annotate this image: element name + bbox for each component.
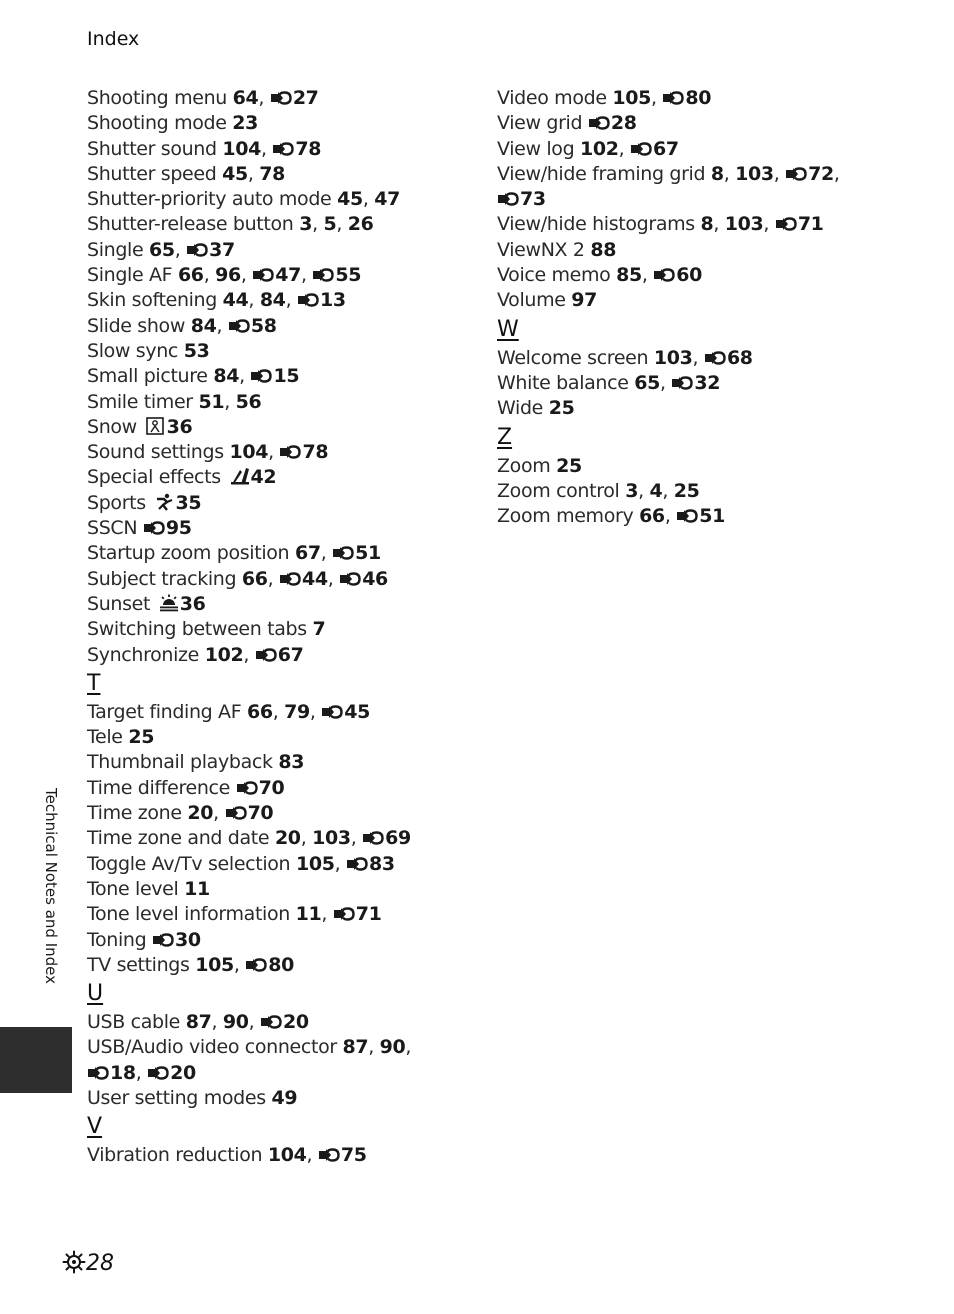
page-link[interactable]: 56	[235, 390, 262, 413]
index-entry: Single AF 66, 96, 47, 55	[87, 264, 362, 287]
reference-section-icon	[272, 142, 294, 156]
index-entry: USB/Audio video connector 87, 90, 18, 20	[87, 1036, 412, 1084]
index-entry	[497, 111, 937, 136]
reference-section-icon	[228, 319, 250, 333]
page-link[interactable]: 84	[213, 365, 240, 388]
reference-page-link[interactable]	[147, 1062, 196, 1084]
page-link[interactable]: 79	[284, 700, 310, 723]
reference-page-link[interactable]	[87, 1062, 136, 1084]
page-link[interactable]: 51	[198, 390, 225, 413]
reference-section-icon	[87, 1066, 109, 1080]
reference-page-number: 95	[165, 517, 192, 540]
index-entry: View/hide histograms 8, 103, 71	[497, 213, 824, 236]
index-entry: Zoom memory 66, 51	[497, 505, 725, 528]
index-entry	[87, 516, 482, 541]
page-link[interactable]: 105	[295, 852, 335, 875]
reference-page-number: 30	[175, 928, 201, 951]
index-term: Thumbnail playback	[87, 751, 273, 774]
technical-notes-icon	[62, 1250, 86, 1274]
page-link[interactable]: 4	[649, 479, 663, 502]
reference-page-link[interactable]	[785, 163, 834, 185]
index-column-left	[87, 86, 482, 1169]
reference-page-link[interactable]	[332, 542, 381, 564]
index-entry	[87, 339, 482, 364]
index-term: Toning	[87, 928, 147, 951]
reference-page-number: 44	[302, 567, 328, 590]
reference-section-icon	[270, 91, 292, 105]
page-link[interactable]: 104	[229, 441, 269, 464]
page-link[interactable]: 8	[700, 213, 714, 236]
index-entry	[87, 928, 482, 953]
index-entry	[87, 111, 482, 136]
index-term: View/hide framing grid	[497, 162, 706, 185]
reference-page-number: 20	[283, 1011, 309, 1034]
index-entry: Time zone and date 20, 103, 69	[87, 827, 411, 850]
page-link[interactable]: 105	[612, 87, 651, 109]
page-link[interactable]: 3	[625, 479, 639, 502]
page-link[interactable]: 3	[299, 213, 313, 236]
index-entry: Sound settings 104, 78	[87, 441, 329, 464]
reference-section-icon	[653, 268, 675, 282]
reference-page-number: 51	[699, 505, 725, 528]
reference-page-link[interactable]	[297, 289, 346, 311]
index-term: Shutter-priority auto mode	[87, 188, 332, 211]
reference-section-icon	[312, 268, 334, 282]
index-term: Time zone and date	[87, 827, 270, 850]
index-term: Skin softening	[87, 289, 217, 312]
index-entry: Skin softening 44, 84, 13	[87, 289, 346, 312]
side-tab-marker	[0, 1027, 72, 1093]
index-term: Time difference	[87, 776, 230, 799]
index-term: Special effects	[87, 466, 221, 489]
reference-page-number: 58	[250, 314, 277, 337]
index-entry	[497, 454, 937, 479]
index-entry	[87, 491, 482, 516]
reference-page-link[interactable]	[143, 517, 192, 539]
index-entry	[87, 877, 482, 902]
index-term: Tone level information	[87, 903, 290, 926]
index-term: ViewNX 2	[497, 238, 585, 261]
reference-page-link[interactable]	[333, 903, 382, 925]
page-link[interactable]: 103	[653, 346, 693, 369]
index-section-letter: W	[497, 316, 519, 342]
reference-page-link[interactable]	[318, 1144, 367, 1166]
reference-page-number: 72	[808, 162, 834, 185]
index-entry	[87, 750, 482, 775]
page-link[interactable]: 25	[128, 726, 155, 749]
reference-page-link[interactable]	[497, 188, 546, 210]
index-entry: Toggle Av/Tv selection 105, 83	[87, 852, 395, 875]
page-link[interactable]: 65	[149, 238, 175, 261]
index-entry: Video mode 105, 80	[497, 87, 712, 109]
reference-section-icon	[250, 369, 272, 383]
index-entry: Shutter speed 45, 78	[87, 162, 286, 185]
reference-page-link[interactable]	[270, 87, 319, 109]
index-section-letter: Z	[497, 424, 513, 450]
index-entry: Shutter-priority auto mode 45, 47	[87, 188, 400, 211]
reference-page-link[interactable]	[152, 929, 201, 951]
reference-page-link[interactable]	[228, 315, 277, 337]
reference-section-icon	[318, 1148, 340, 1162]
reference-page-number: 78	[302, 441, 329, 464]
index-term: Startup zoom position	[87, 542, 290, 565]
index-term: Voice memo	[497, 264, 611, 287]
page-link[interactable]: 20	[187, 802, 214, 825]
page-link[interactable]: 66	[639, 505, 665, 528]
reference-section-icon	[785, 167, 807, 181]
page-link[interactable]: 103	[735, 162, 774, 185]
page-link[interactable]: 84	[259, 289, 286, 312]
reference-section-icon	[704, 351, 726, 365]
index-term: Toggle Av/Tv selection	[87, 852, 291, 875]
reference-page-link[interactable]	[279, 441, 328, 463]
reference-section-icon	[346, 857, 368, 871]
index-entry: Shutter-release button 3, 5, 26	[87, 213, 374, 236]
reference-section-icon	[297, 293, 319, 307]
reference-page-number: 80	[685, 87, 712, 109]
reference-page-number: 60	[676, 264, 703, 287]
reference-page-number: 73	[520, 188, 546, 211]
reference-page-number: 69	[385, 827, 411, 850]
reference-page-number: 83	[368, 852, 395, 875]
reference-page-number: 55	[335, 264, 362, 287]
index-term: Subject tracking	[87, 567, 237, 590]
index-term: Zoom	[497, 454, 551, 477]
page-link[interactable]: 36	[179, 592, 206, 615]
page-link[interactable]: 49	[271, 1086, 298, 1109]
index-entry: Synchronize 102, 67	[87, 643, 304, 666]
reference-page-number: 15	[273, 365, 300, 388]
sports-scene-icon	[155, 493, 173, 511]
index-entry	[497, 238, 937, 263]
reference-page-link[interactable]	[676, 505, 725, 527]
reference-page-number: 67	[277, 643, 304, 666]
index-term: Vibration reduction	[87, 1144, 263, 1167]
reference-section-icon	[279, 572, 301, 586]
reference-page-number: 67	[653, 137, 679, 160]
page-link[interactable]: 102	[580, 137, 619, 160]
page-link[interactable]: 66	[241, 567, 268, 590]
index-entry: Welcome screen 103, 68	[497, 346, 753, 369]
index-entry: Shutter sound 104, 78	[87, 137, 322, 160]
page-link[interactable]: 64	[232, 87, 259, 109]
reference-section-icon	[152, 933, 174, 947]
page-link[interactable]: 66	[247, 700, 273, 723]
reference-section-icon	[321, 705, 343, 719]
page-link[interactable]: 105	[195, 953, 234, 976]
reference-page-number: 37	[209, 238, 235, 261]
reference-section-icon	[630, 142, 652, 156]
index-term: Single	[87, 238, 144, 261]
reference-page-link[interactable]	[704, 347, 753, 369]
page-link[interactable]: 26	[347, 213, 374, 236]
reference-page-link[interactable]	[630, 138, 679, 160]
reference-section-icon	[279, 445, 301, 459]
index-term: Smile timer	[87, 390, 193, 413]
reference-section-icon	[588, 116, 610, 130]
page-number	[62, 1249, 114, 1279]
index-term: USB/Audio video connector	[87, 1036, 337, 1059]
page-link[interactable]: 25	[556, 454, 582, 477]
sunset-scene-icon	[159, 594, 177, 612]
index-entry: Target finding AF 66, 79, 45	[87, 700, 371, 723]
index-section-letter: V	[87, 1114, 103, 1140]
page-link[interactable]: 90	[379, 1036, 406, 1059]
reference-page-number: 18	[110, 1061, 136, 1084]
page-link[interactable]: 53	[183, 339, 210, 362]
reference-section-icon	[147, 1066, 169, 1080]
reference-page-link[interactable]	[252, 264, 301, 286]
index-term: Wide	[497, 397, 543, 420]
reference-page-number: 68	[726, 346, 753, 369]
reference-page-number: 47	[275, 264, 301, 287]
index-term: Time zone	[87, 802, 182, 825]
page-link[interactable]: 78	[259, 162, 286, 185]
reference-page-link[interactable]	[272, 138, 321, 160]
reference-section-icon	[245, 958, 267, 972]
reference-page-link[interactable]	[236, 777, 285, 799]
page-link[interactable]: 90	[222, 1011, 249, 1034]
page-link[interactable]: 25	[673, 479, 700, 502]
index-term: Slow sync	[87, 339, 179, 362]
page-link[interactable]: 87	[342, 1036, 369, 1059]
index-entry: USB cable 87, 90, 20	[87, 1011, 309, 1034]
reference-page-number: 20	[170, 1061, 196, 1084]
page-link[interactable]: 42	[250, 466, 277, 489]
index-term: Snow	[87, 415, 137, 438]
reference-section-icon	[775, 217, 797, 231]
index-term: User setting modes	[87, 1086, 266, 1109]
page-link[interactable]: 84	[190, 314, 217, 337]
page-link[interactable]: 87	[185, 1011, 212, 1034]
page-link[interactable]: 35	[175, 491, 202, 514]
page-link[interactable]: 88	[590, 238, 617, 261]
reference-page-link[interactable]	[588, 112, 637, 134]
reference-page-link[interactable]	[339, 568, 388, 590]
page-link[interactable]: 36	[166, 415, 193, 438]
reference-page-number: 78	[295, 137, 322, 160]
reference-page-number: 71	[797, 213, 824, 236]
index-term: Zoom control	[497, 479, 620, 502]
page-number-value: 28	[86, 1251, 114, 1276]
index-term: Sound settings	[87, 441, 224, 464]
index-entry: Subject tracking 66, 44, 46	[87, 567, 388, 590]
page-link[interactable]: 103	[312, 827, 351, 850]
index-entry: Shooting menu 64, 27	[87, 87, 319, 109]
reference-page-link[interactable]	[245, 954, 294, 976]
index-section-letter: U	[87, 981, 104, 1007]
index-entry: View log 102, 67	[497, 137, 679, 160]
index-term: Target finding AF	[87, 700, 242, 723]
page-link[interactable]: 11	[295, 903, 322, 926]
reference-page-link[interactable]	[671, 372, 720, 394]
reference-section-icon	[186, 243, 208, 257]
side-tab-label: Technical Notes and Index	[42, 788, 60, 985]
index-term: SSCN	[87, 517, 138, 540]
page-link[interactable]: 44	[222, 289, 249, 312]
page-link[interactable]: 25	[548, 397, 575, 420]
reference-page-link[interactable]	[186, 239, 235, 261]
index-term: Sunset	[87, 592, 151, 615]
index-term: Shooting mode	[87, 112, 227, 135]
reference-section-icon	[143, 521, 165, 535]
index-entry: White balance 65, 32	[497, 371, 721, 394]
reference-section-icon	[671, 376, 693, 390]
page-link[interactable]: 83	[278, 751, 305, 774]
index-section-letter: T	[87, 670, 101, 696]
page-header: Index	[87, 28, 140, 50]
index-term: Shutter-release button	[87, 213, 294, 236]
index-entry	[87, 592, 482, 617]
reference-page-link[interactable]	[225, 802, 274, 824]
page-link[interactable]: 11	[184, 877, 210, 900]
index-term: Single AF	[87, 264, 173, 287]
reference-page-number: 45	[344, 700, 371, 723]
page-link[interactable]: 96	[215, 264, 241, 287]
index-entry: Voice memo 85, 60	[497, 264, 703, 287]
index-term: Tone level	[87, 877, 179, 900]
reference-section-icon	[252, 268, 274, 282]
index-entry: Smile timer 51, 56	[87, 390, 262, 413]
reference-page-number: 75	[340, 1144, 367, 1167]
index-term: Shooting menu	[87, 87, 227, 109]
index-term: Synchronize	[87, 643, 199, 666]
index-entry: Tone level information 11, 71	[87, 903, 382, 926]
page-link[interactable]: 66	[177, 264, 204, 287]
reference-section-icon	[662, 91, 684, 105]
reference-page-link[interactable]	[312, 264, 361, 286]
reference-page-number: 80	[268, 953, 295, 976]
page-link[interactable]: 85	[616, 264, 642, 287]
page-link[interactable]: 97	[571, 289, 598, 312]
index-term: USB cable	[87, 1011, 181, 1034]
index-entry: Zoom control 3, 4, 25	[497, 479, 700, 502]
index-entry: Time zone 20, 70	[87, 802, 274, 825]
index-term: Shutter speed	[87, 162, 217, 185]
reference-page-link[interactable]	[255, 644, 304, 666]
snow-scene-icon	[146, 417, 164, 435]
index-term: Shutter sound	[87, 137, 217, 160]
index-term: Sports	[87, 491, 146, 514]
page-link[interactable]: 8	[710, 162, 724, 185]
index-term: View log	[497, 137, 575, 160]
index-term: Switching between tabs	[87, 618, 307, 641]
page-link[interactable]: 7	[312, 618, 326, 641]
reference-page-number: 71	[355, 903, 382, 926]
index-entry: Small picture 84, 15	[87, 365, 300, 388]
page-link[interactable]: 102	[204, 643, 244, 666]
reference-section-icon	[497, 192, 519, 206]
index-entry	[87, 617, 482, 642]
index-entry	[87, 465, 482, 490]
index-term: Welcome screen	[497, 346, 649, 369]
page-link[interactable]: 104	[222, 137, 262, 160]
index-entry	[87, 725, 482, 750]
index-column-right	[497, 86, 937, 529]
special-effects-icon	[230, 467, 248, 485]
index-term: Small picture	[87, 365, 208, 388]
index-entry: Slide show 84, 58	[87, 314, 277, 337]
reference-section-icon	[676, 509, 698, 523]
page-link[interactable]: 23	[232, 112, 259, 135]
reference-section-icon	[225, 806, 247, 820]
index-entry: Startup zoom position 67, 51	[87, 542, 381, 565]
reference-page-link[interactable]	[321, 701, 370, 723]
reference-page-link[interactable]	[279, 568, 328, 590]
index-term: TV settings	[87, 953, 190, 976]
reference-page-link[interactable]	[260, 1011, 309, 1033]
reference-page-link[interactable]	[775, 213, 824, 235]
index-term: White balance	[497, 371, 629, 394]
page-link[interactable]: 103	[724, 213, 764, 236]
reference-page-link[interactable]	[250, 365, 299, 387]
index-term: Volume	[497, 289, 566, 312]
reference-section-icon	[260, 1015, 282, 1029]
reference-section-icon	[332, 546, 354, 560]
page-link[interactable]: 47	[374, 188, 400, 211]
reference-page-number: 70	[247, 802, 274, 825]
index-entry: Single 65, 37	[87, 238, 235, 261]
reference-page-number: 13	[319, 289, 346, 312]
page-link[interactable]: 20	[274, 827, 301, 850]
reference-page-number: 28	[610, 112, 637, 135]
index-term: View grid	[497, 112, 583, 135]
page-link[interactable]: 67	[294, 542, 321, 565]
index-term: Slide show	[87, 314, 186, 337]
index-entry: View/hide framing grid 8, 103, 72, 73	[497, 162, 840, 211]
index-entry	[497, 288, 937, 313]
reference-section-icon	[255, 648, 277, 662]
index-term: Video mode	[497, 87, 607, 109]
reference-section-icon	[339, 572, 361, 586]
index-entry: TV settings 105, 80	[87, 953, 295, 976]
reference-page-number: 51	[355, 542, 381, 565]
reference-page-link[interactable]	[346, 853, 395, 875]
page-link[interactable]: 45	[337, 188, 363, 211]
index-term: Zoom memory	[497, 505, 634, 528]
page-link[interactable]: 65	[634, 371, 660, 394]
reference-page-number: 27	[292, 87, 319, 109]
page-link[interactable]: 104	[267, 1144, 307, 1167]
reference-section-icon	[362, 831, 384, 845]
index-term: Tele	[87, 726, 123, 749]
reference-page-number: 70	[258, 776, 285, 799]
index-term: View/hide histograms	[497, 213, 695, 236]
reference-section-icon	[333, 907, 355, 921]
reference-page-number: 32	[694, 371, 721, 394]
index-entry	[87, 415, 482, 440]
reference-page-link[interactable]	[662, 87, 711, 109]
reference-section-icon	[236, 781, 258, 795]
index-entry	[497, 396, 937, 421]
reference-page-link[interactable]	[362, 827, 411, 849]
reference-page-number: 46	[362, 567, 388, 590]
reference-page-link[interactable]	[653, 264, 702, 286]
page-link[interactable]: 5	[323, 213, 337, 236]
page-link[interactable]: 45	[222, 162, 248, 185]
index-entry	[87, 1086, 482, 1111]
index-entry: Vibration reduction 104, 75	[87, 1144, 367, 1167]
index-entry	[87, 776, 482, 801]
